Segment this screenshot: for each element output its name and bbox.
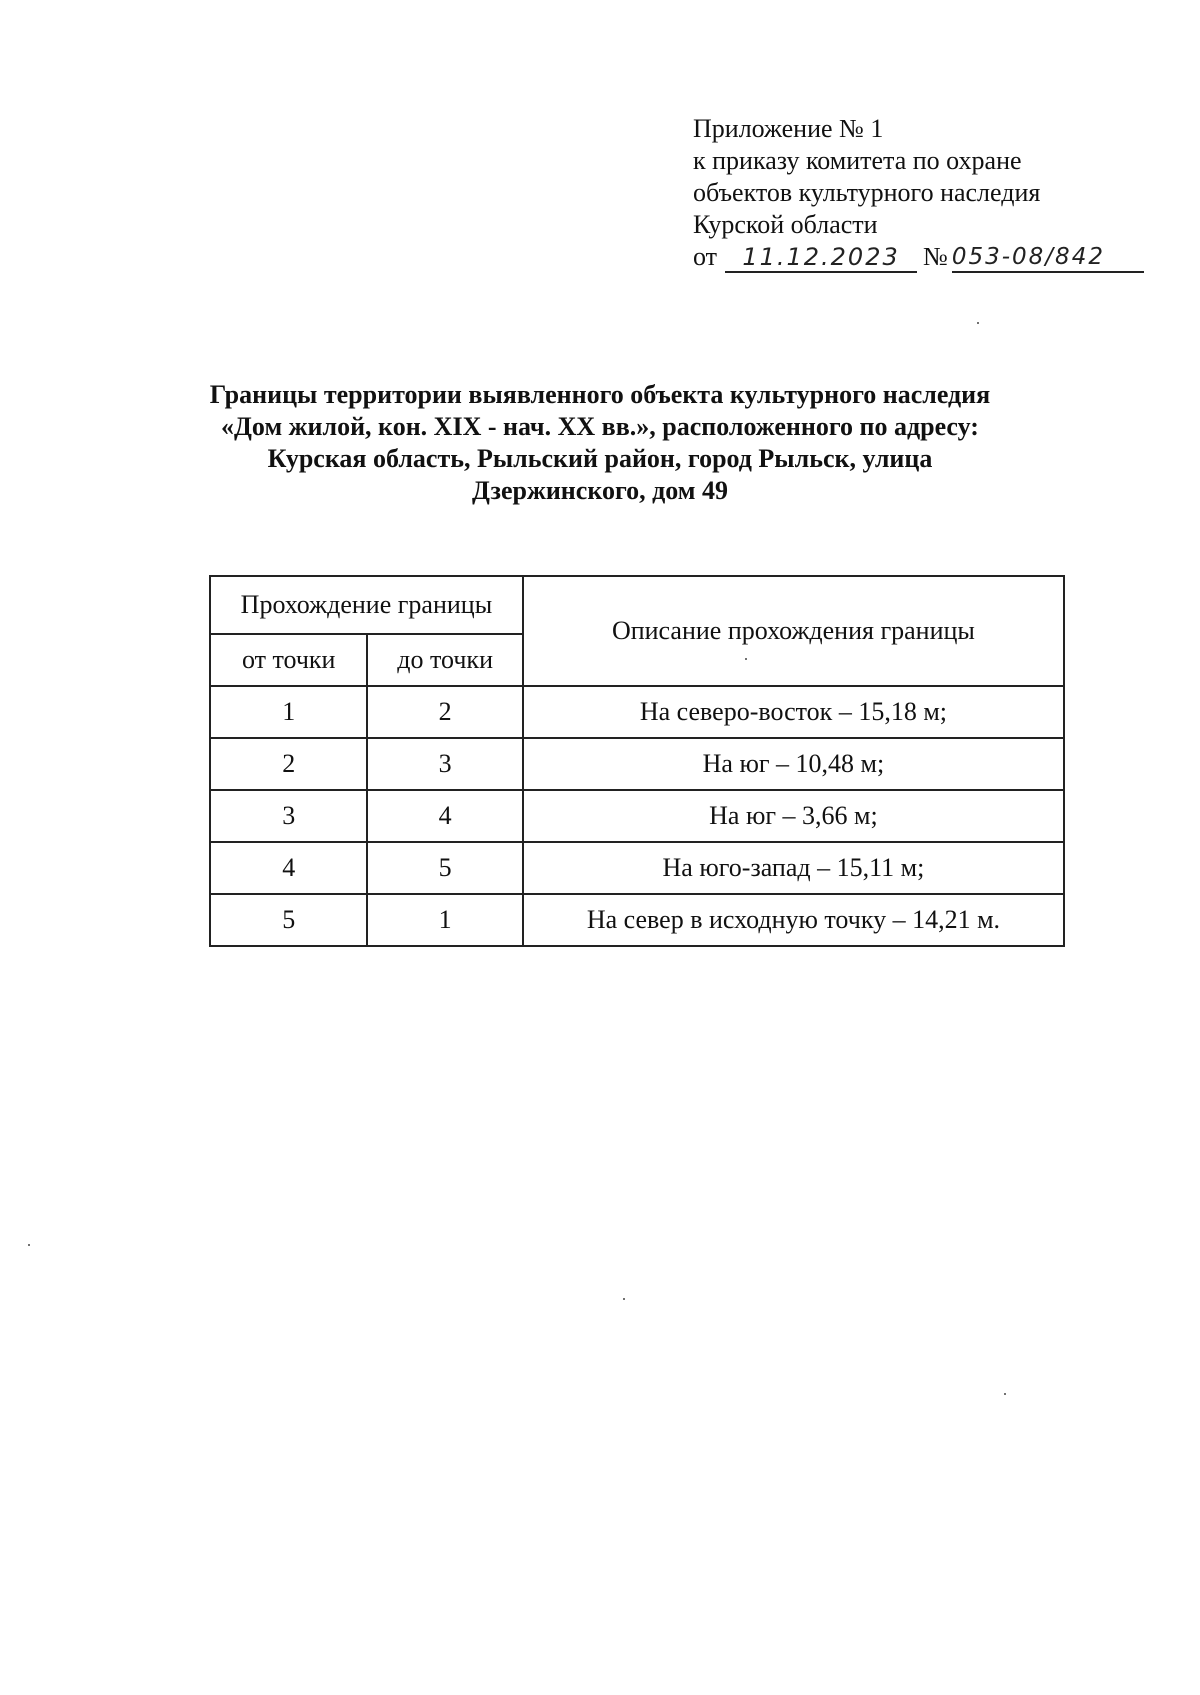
appendix-header <box>693 113 1163 273</box>
document-title <box>150 379 1050 507</box>
cell-description: На юг – 10,48 м; <box>523 738 1064 790</box>
title-line-1: Границы территории выявленного объекта культурного наследия <box>209 380 991 409</box>
cell-description: На север в исходную точку – 14,21 м. <box>523 894 1064 946</box>
appendix-line-4: Курской области <box>693 210 878 239</box>
appendix-line-1: Приложение № 1 <box>693 114 884 143</box>
scan-speck <box>745 658 747 660</box>
appendix-line-3: объектов культурного наследия <box>693 178 1041 207</box>
table-row <box>210 738 1064 790</box>
date-prefix: от <box>693 242 718 271</box>
title-line-4: Дзержинского, дом 49 <box>471 476 728 505</box>
cell-from: 1 <box>210 686 367 738</box>
table-header-row <box>210 576 1064 634</box>
cell-to: 2 <box>367 686 522 738</box>
cell-from: 4 <box>210 842 367 894</box>
cell-to: 1 <box>367 894 522 946</box>
cell-description: На северо-восток – 15,18 м; <box>523 686 1064 738</box>
table-row <box>210 790 1064 842</box>
scan-speck <box>623 1298 625 1300</box>
table-row <box>210 842 1064 894</box>
handwritten-order-number: 053-08/842 <box>952 243 1144 273</box>
number-prefix: № <box>923 242 948 271</box>
scan-speck <box>977 322 979 324</box>
handwritten-date: 11.12.2023 <box>725 243 917 273</box>
table-row <box>210 686 1064 738</box>
title-line-2: «Дом жилой, кон. XIX - нач. XX вв.», расположенного по адресу: <box>221 412 979 441</box>
order-date-number-line <box>693 241 1163 273</box>
cell-from: 5 <box>210 894 367 946</box>
cell-description: На юг – 3,66 м; <box>523 790 1064 842</box>
cell-to: 5 <box>367 842 522 894</box>
scan-speck <box>1004 1393 1006 1395</box>
cell-from: 2 <box>210 738 367 790</box>
header-to-point: до точки <box>367 634 522 686</box>
header-from-point: от точки <box>210 634 367 686</box>
cell-to: 3 <box>367 738 522 790</box>
header-boundary-passage: Прохождение границы <box>210 576 523 634</box>
cell-from: 3 <box>210 790 367 842</box>
table-row <box>210 894 1064 946</box>
cell-to: 4 <box>367 790 522 842</box>
header-description: Описание прохождения границы <box>523 576 1064 686</box>
scan-speck <box>28 1244 30 1246</box>
appendix-line-2: к приказу комитета по охране <box>693 146 1022 175</box>
boundary-table <box>209 575 1065 947</box>
cell-description: На юго-запад – 15,11 м; <box>523 842 1064 894</box>
title-line-3: Курская область, Рыльский район, город Рыльск, улица <box>267 444 933 473</box>
